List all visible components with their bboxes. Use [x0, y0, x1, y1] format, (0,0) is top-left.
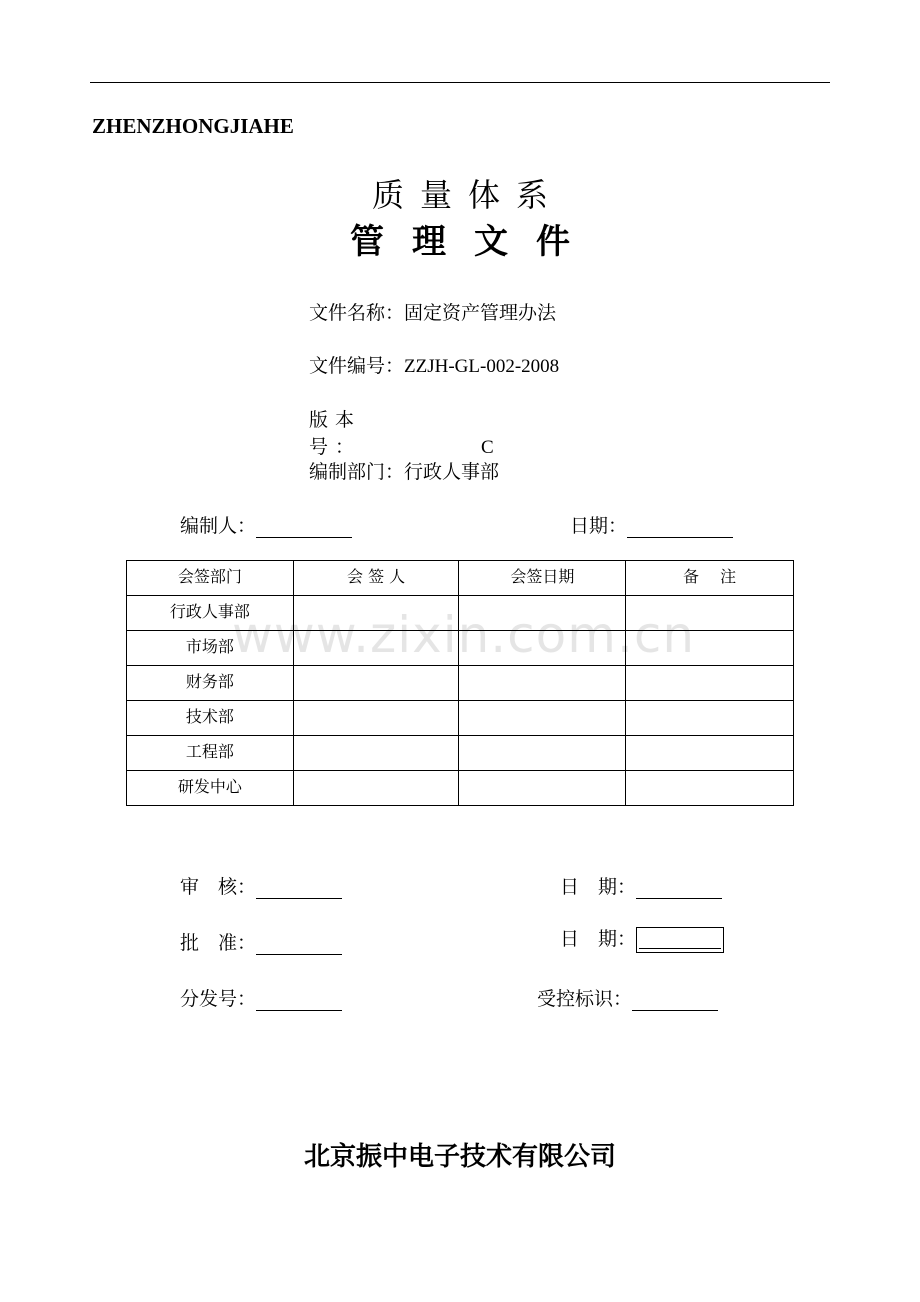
review-label: 审 核： — [180, 876, 257, 898]
header-department: 会签部门 — [127, 561, 294, 596]
company-english-name: ZHENZHONGJIAHE — [92, 114, 294, 138]
remarks-cell[interactable] — [626, 771, 794, 806]
row-department: 财务部 — [127, 666, 294, 701]
row-department: 工程部 — [127, 736, 294, 771]
department-row — [309, 457, 499, 484]
review-date-field — [560, 872, 722, 899]
editor-field — [180, 511, 352, 538]
row-department: 市场部 — [127, 631, 294, 666]
editor-label: 编制人： — [180, 515, 257, 537]
prepare-date-field — [570, 511, 733, 538]
header-signer: 会 签 人 — [293, 561, 459, 596]
header-sign-date: 会签日期 — [459, 561, 626, 596]
version-value: C — [481, 437, 494, 458]
title-line-2: 管理文件 — [350, 222, 598, 262]
file-code-value: ZZJH-GL-002-2008 — [404, 356, 560, 377]
table-row — [127, 771, 794, 806]
signer-cell[interactable] — [293, 666, 459, 701]
file-code-label: 文件编号： — [309, 355, 405, 377]
table-row — [127, 666, 794, 701]
review-blank[interactable] — [256, 878, 342, 899]
title-line-1: 质量体系 — [371, 176, 564, 214]
control-blank[interactable] — [632, 990, 718, 1011]
sign-date-cell[interactable] — [459, 666, 626, 701]
approve-blank[interactable] — [256, 934, 342, 955]
distribution-blank[interactable] — [256, 990, 342, 1011]
distribution-label: 分发号： — [180, 988, 257, 1010]
watermark: www.zixin.com.cn — [232, 606, 696, 664]
file-name-row — [309, 298, 556, 325]
approve-label: 批 准： — [180, 932, 257, 954]
sign-date-cell[interactable] — [459, 701, 626, 736]
row-department: 研发中心 — [127, 771, 294, 806]
approve-date-label: 日 期： — [560, 928, 637, 950]
remarks-cell[interactable] — [626, 736, 794, 771]
table-row — [127, 701, 794, 736]
department-value: 行政人事部 — [404, 462, 500, 483]
sign-date-cell[interactable] — [459, 771, 626, 806]
sign-date-cell[interactable] — [459, 736, 626, 771]
version-row — [309, 405, 494, 459]
remarks-cell[interactable] — [626, 701, 794, 736]
file-name-value: 固定资产管理办法 — [404, 303, 557, 324]
approve-field — [180, 928, 342, 955]
header-remarks: 备 注 — [626, 561, 794, 596]
prepare-date-blank[interactable] — [627, 517, 733, 538]
signer-cell[interactable] — [293, 701, 459, 736]
distribution-field — [180, 984, 342, 1011]
approve-date-field — [560, 924, 724, 953]
top-rule — [90, 82, 830, 83]
version-label: 版本号： — [309, 409, 362, 458]
row-department: 技术部 — [127, 701, 294, 736]
table-header-row — [127, 561, 794, 596]
table-row — [127, 736, 794, 771]
company-name-footer: 北京振中电子技术有限公司 — [303, 1142, 616, 1172]
approve-date-box[interactable] — [636, 927, 724, 953]
signer-cell[interactable] — [293, 771, 459, 806]
editor-blank[interactable] — [256, 517, 352, 538]
signer-cell[interactable] — [293, 736, 459, 771]
countersign-table — [126, 560, 794, 806]
file-name-label: 文件名称： — [309, 302, 405, 324]
row-department: 行政人事部 — [127, 596, 294, 631]
review-date-blank[interactable] — [636, 878, 722, 899]
review-date-label: 日 期： — [560, 876, 637, 898]
file-code-row — [309, 351, 559, 378]
remarks-cell[interactable] — [626, 666, 794, 701]
review-field — [180, 872, 342, 899]
department-label: 编制部门： — [309, 461, 405, 483]
prepare-date-label: 日期： — [570, 515, 628, 537]
control-field — [537, 984, 718, 1011]
control-label: 受控标识： — [537, 988, 633, 1010]
